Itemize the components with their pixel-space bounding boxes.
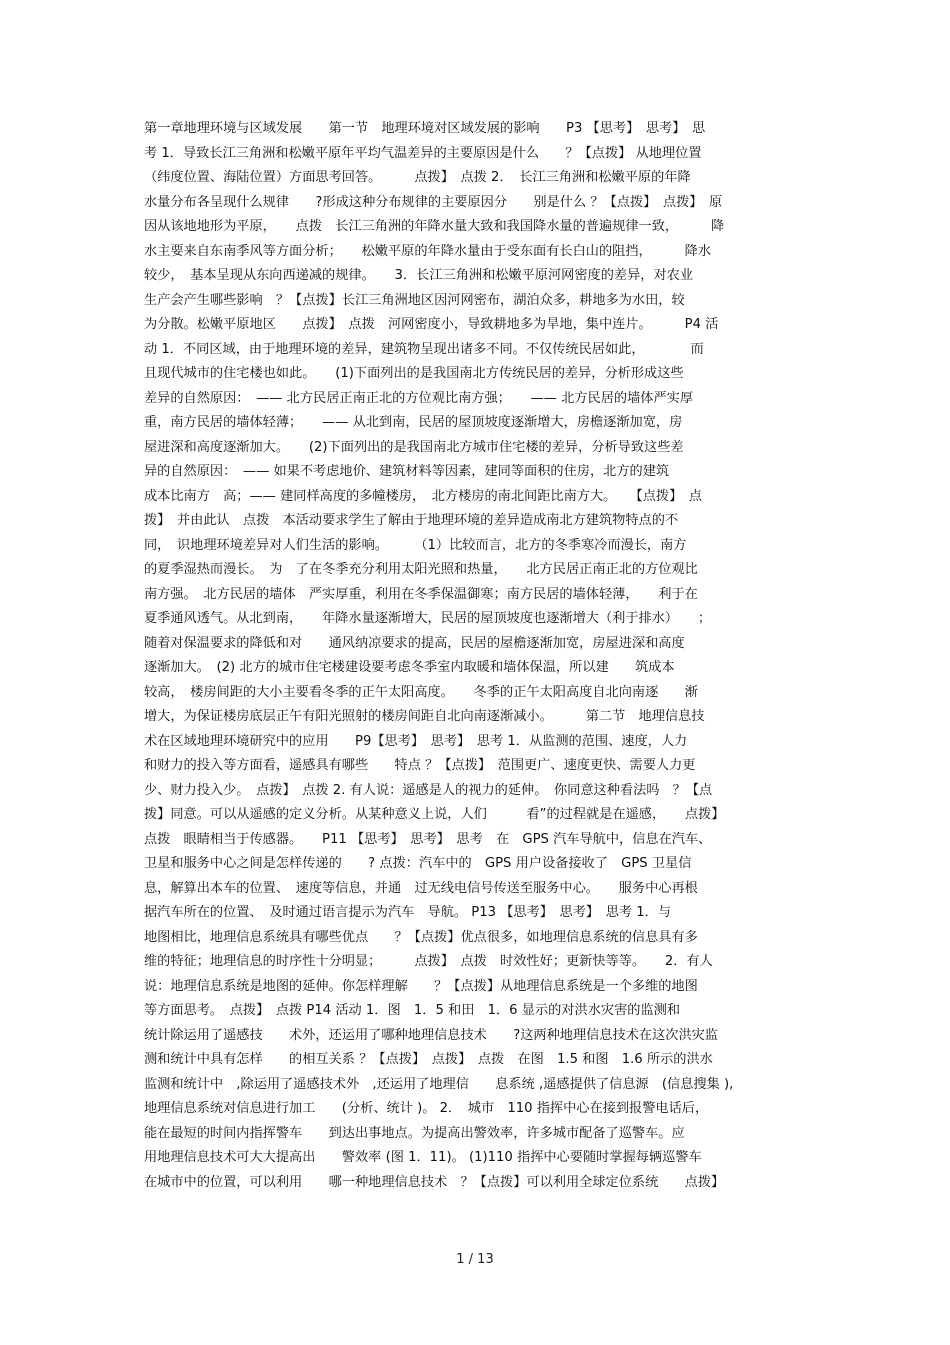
text-line: 等方面思考。 点拨】 点拨 P14 活动 1．图 1．5 和田 1．6 显示的对洪水灾害的监测和 [144,1003,681,1018]
text-line: 地图相比，地理信息系统具有哪些优点 ？【点拨】优点很多，如地理信息系统的信息具有多 [144,929,698,945]
text-line: 动 1．不同区域，由于地理环境的差异，建筑物呈现出诸多不同。不仅传统民居如此， 而 [144,341,704,357]
page-number: 1 / 13 [456,1252,494,1267]
text-line: 屋进深和高度逐渐加大。 (2)下面列出的是我国南北方城市住宅楼的差异，分析导致这些差 [144,439,684,455]
text-line: 重，南方民居的墙体轻薄； —— 从北到南，民居的屋顶坡度逐渐增大，房檐逐渐加宽，房 [144,415,683,430]
text-line: 水量分布各呈现什么规律 ?形成这种分布规律的主要原因分 别是什么 ？【点拨】 点拨】 原 [144,194,723,210]
text-line: 据汽车所在的位置、 及时通过语言提示为汽车 导航。 P13 【思考】 思考】 思考 1．与 [144,905,672,920]
text-line: 术在区域地理环境研究中的应用 P9【思考】 思考】 思考 1．从监测的范围、速度，人力 [144,733,688,749]
text-line: 异的自然原因： —— 如果不考虑地价、建筑材料等因素，建同等面积的住房，北方的建筑 [144,464,670,479]
text-line: 增大，为保证楼房底层正午有阳光照射的楼房间距自北向南逐渐减小。 第二节 地理信息技 [144,709,705,724]
text-line: 地理信息系统对信息进行加工 (分析、统计 )。 2． 城市 110 指挥中心在接到报警电话后， [144,1101,709,1116]
text-line: 较高， 楼房间距的大小主要看冬季的正午太阳高度。 冬季的正午太阳高度自北向南逐 渐 [144,684,698,700]
text-line: 南方强。 北方民居的墙体 严实厚重，利用在冬季保温御寒；南方民居的墙体轻薄， 利于在 [144,586,698,602]
text-line: 同， 识地理环境差异对人们生活的影响。 （1）比较而言，北方的冬季寒冷而漫长，南方 [144,537,687,553]
text-line: 说：地理信息系统是地图的延伸。你怎样理解 ？【点拨】从地理信息系统是一个多维的地图 [144,978,698,994]
text-line: 维的特征；地理信息的时序性十分明显； 点拨】 点拨 时效性好；更新快等等。 2．有人 [144,954,713,969]
text-line: 息，解算出本车的位置、 速度等信息，并通 过无线电信号传送至服务中心。 服务中心再根 [144,880,698,896]
text-line: （纬度位置、海陆位置）方面思考回答。 点拨】 点拨 2． 长江三角洲和松嫩平原的年降 [144,170,691,185]
text-line: 生产会产生哪些影响 ？【点拨】长江三角洲地区因河网密布，湖泊众多，耕地多为水田，较 [144,292,685,308]
text-line: 且现代城市的住宅楼也如此。 (1)下面列出的是我国南北方传统民居的差异，分析形成这些 [144,366,684,381]
text-line: 用地理信息技术可大大提高出 警效率 (图 1．11)。 (1)110 指挥中心要随时掌握每辆巡警车 [144,1150,702,1165]
text-line: 较少， 基本呈现从东向西递减的规律。 3．长江三角洲和松嫩平原河网密度的差异，对农业 [144,268,694,283]
text-line: 在城市中的位置，可以利用 哪一种地理信息技术 ？【点拨】可以利用全球定位系统 点拨】 [144,1174,725,1190]
text-line: 夏季通风透气。从北到南， 年降水量逐渐增大，民居的屋顶坡度也逐渐增大（利于排水） ； [144,611,712,626]
text-line: 第一章地理环境与区域发展 第一节 地理环境对区域发展的影响 P3 【思考】 思考】 思 [144,121,706,136]
text-line: 因从该地地形为平原， 点拨 长江三角洲的年降水量大致和我国降水量的普遍规律一致， 降 [144,219,725,234]
text-line: 水主要来自东南季风等方面分析； 松嫩平原的年降水量由于受东面有长白山的阻挡， 降水 [144,243,712,259]
text-line: 拨】 并由此认 点拨 本活动要求学生了解由于地理环境的差异造成南北方建筑物特点的不 [144,513,679,528]
text-line: 为分散。松嫩平原地区 点拨】 点拨 河网密度小，导致耕地多为旱地，集中连片。 P4 活 [144,317,719,332]
text-line: 能在最短的时间内指挥警车 到达出事地点。为提高出警效率，许多城市配备了巡警车。应 [144,1125,685,1141]
text-line: 卫星和服务中心之间是怎样传递的 ? 点拨：汽车中的 GPS 用户设备接收了 GPS 卫星信 [144,856,692,871]
text-line: 点拨 眼睛相当于传感器。 P11 【思考】 思考】 思考 在 GPS 汽车导航中，信息在汽车、 [144,831,712,847]
text-line: 拨】同意。可以从遥感的定义分析。从某种意义上说，人们 看”的过程就是在遥感， 点拨】 [144,807,725,822]
text-line: 成本比南方 高；—— 建同样高度的多幢楼房， 北方楼房的南北间距比南方大。 【点拨】 点 [144,488,703,504]
text-line: 少、财力投入少。 点拨】 点拨 2. 有人说：遥感是人的视力的延伸。 你同意这种看法吗 ？【点 [144,782,713,798]
text-line: 考 1．导致长江三角洲和松嫩平原年平均气温差异的主要原因是什么 ？【点拨】 从地理位置 [144,145,702,161]
text-line: 差异的自然原因： —— 北方民居正南正北的方位观比南方强； —— 北方民居的墙体严实厚 [144,390,694,406]
text-line: 和财力的投入等方面看，遥感具有哪些 特点 ？【点拨】 范围更广、速度更快、需要人力更 [144,758,696,773]
text-line: 逐渐加大。 (2) 北方的城市住宅楼建设要考虑冬季室内取暖和墙体保温，所以建 筑成本 [144,660,675,675]
text-line: 测和统计中具有怎样 的相互关系 ？【点拨】 点拨】 点拨 在图 1.5 和图 1.6 所示的洪水 [144,1052,713,1067]
body-text [144,117,810,1195]
text-line: 统计除运用了遥感技 术外，还运用了哪种地理信息技术 ?这两种地理信息技术在这次洪灾监 [144,1027,719,1043]
text-line: 监测和统计中 ,除运用了遥感技术外 ,还运用了地理信 息系统 ,遥感提供了信息源 (信息搜集 ), [144,1076,734,1092]
text-line: 随着对保温要求的降低和对 通风纳凉要求的提高，民居的屋檐逐渐加宽，房屋进深和高度 [144,635,685,651]
text-line: 的夏季湿热而漫长。 为 了在冬季充分利用太阳光照和热量， 北方民居正南正北的方位观比 [144,562,698,577]
